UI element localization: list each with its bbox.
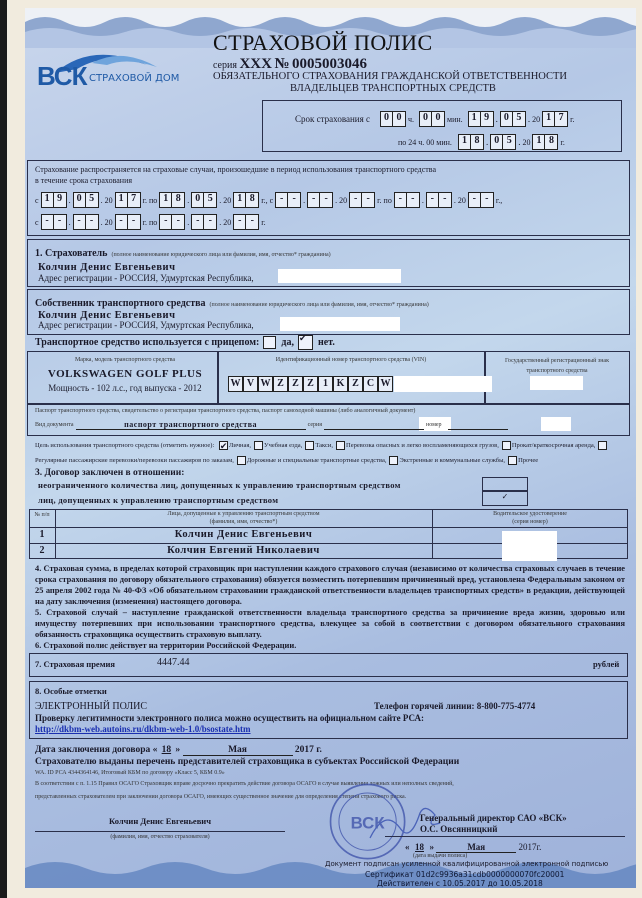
separator: . [100, 217, 103, 227]
trailer-yes-label: да, [281, 337, 294, 348]
clause-4: 4. Страховая сумма, в пределах которой страховщик при наступлении каждого страхового случая (независимо от количества страховых случаев в течение срока страхования по договору обязательного страхования) обязуется возместить потерпевшим причиненный вред, установлена Федеральным законом от 25 апреля 2002 года № 40-ФЗ «Об обязательном страховании гражданской ответственности владельцев транспортных средств» в редакции, действующей на дату заключения (изменения) настоящего договора. [35, 564, 625, 606]
separator: . [335, 195, 338, 205]
vin-char-cell: W [228, 376, 243, 392]
term-start-month [500, 111, 526, 127]
premium-value: 4447.44 [157, 657, 190, 668]
month-cells [426, 192, 452, 208]
rsa-check-link[interactable]: http://dkbm-web.autoins.ru/dkbm-web-1.0/bsostate.htm [35, 724, 251, 734]
plate-label: Государственный регистрационный знак транспортного средства [504, 358, 610, 374]
digit-cell: - [320, 193, 332, 207]
logo-brand: ВСК [37, 61, 87, 91]
header-driver: Лица, допущенные к управлению транспортным средством [167, 511, 320, 517]
hour-unit: ч. [407, 114, 414, 124]
owner-title: Собственник транспортного средства [35, 298, 206, 309]
redacted-plate [530, 376, 583, 390]
driver-name: Колчин Денис Евгеньевич [174, 529, 313, 540]
digit-cell: - [160, 215, 172, 229]
vehicle-details: Мощность - 102 л.с., год выпуска - 2012 [48, 383, 202, 393]
digit-cell: - [172, 215, 184, 229]
policy-subtitle-1: ОБЯЗАТЕЛЬНОГО СТРАХОВАНИЯ ГРАЖДАНСКОЙ ОТВЕТСТВЕННОСТИ [213, 71, 568, 82]
year-cells [233, 214, 259, 230]
purpose-label: Цель использования транспортного средства (отметить нужное): [35, 442, 215, 449]
separator: . [68, 217, 71, 227]
digit-cell: 1 [116, 193, 128, 207]
digit-cell: 0 [432, 112, 444, 126]
purpose-option-label: Личная, [228, 442, 252, 449]
year-cells [349, 192, 375, 208]
digit-cell: - [427, 193, 439, 207]
logo-tagline: СТРАХОВОЙ ДОМ [89, 73, 180, 84]
purpose-checkbox[interactable] [254, 441, 263, 450]
policy-number: 0005003046 [292, 56, 368, 72]
owner-name: Колчин Денис Евгеньевич [38, 310, 176, 321]
separator: . [219, 195, 222, 205]
premium-label: 7. Страховая премия [35, 659, 115, 669]
document-series-field [324, 420, 424, 430]
digit-cell: - [288, 193, 300, 207]
window-frame [0, 0, 7, 898]
trailer-no-label: нет. [317, 337, 335, 348]
month-cells [307, 192, 333, 208]
year-unit: г. [570, 114, 575, 124]
header-driver-sub: (фамилия, имя, отчество*) [209, 519, 278, 525]
digit-cell: - [395, 193, 407, 207]
digit-cell: - [116, 215, 128, 229]
purpose-option[interactable] [254, 442, 302, 449]
contract-month: Мая [183, 745, 293, 756]
vin-char-cell: W [258, 376, 273, 392]
reps-line: Страхователю выданы перечень представителей страховщика в субъектах Российской Федерации [35, 757, 460, 767]
term-hour [380, 111, 406, 127]
vehicle-make: VOLKSWAGEN GOLF PLUS [47, 368, 203, 380]
document-hint: Паспорт транспортного средства, свидетельство о регистрации транспортного средства, паспорт самоходной машины (либо аналогичный документ) [35, 408, 416, 414]
separator: . [100, 195, 103, 205]
digit-cell: 0 [491, 135, 503, 149]
digit-cell: - [204, 215, 216, 229]
purpose-option-label: Дорожные и специальные транспортные средства, [246, 457, 387, 464]
from-label: г., с [261, 195, 274, 205]
vin-char-cell: Z [303, 376, 318, 392]
digit-cell: 5 [204, 193, 216, 207]
purpose-checkbox[interactable] [237, 456, 246, 465]
check-text: Проверку легитимности электронного полиса можно осуществить на официальном сайте РСА: [35, 713, 425, 723]
contract-unlimited-checkbox[interactable] [482, 477, 528, 491]
contract-year: 2017 г. [294, 745, 322, 755]
term-end-month [490, 134, 516, 150]
digit-cell: - [308, 193, 320, 207]
term-from-label: Срок страхования с [295, 114, 370, 124]
month-cells [73, 214, 99, 230]
digit-cell: 8 [545, 135, 557, 149]
term-from-row: Срок страхования с 0 0 ч. 0 0 мин. 1 9 . 0 5 . 20 1 7 г. [295, 111, 575, 127]
issue-day: 18 [415, 842, 424, 852]
purpose-option-label: Регулярные пассажирские перевозки/перевозки пассажиров по заказам, [35, 457, 234, 464]
usage-period-row-1 [35, 192, 502, 208]
purpose-option-label: Такси, [315, 442, 334, 449]
document-type-value: паспорт транспортного средства [76, 420, 306, 430]
digit-cell: 5 [513, 112, 525, 126]
century: 20 [104, 195, 113, 205]
policy-title: СТРАХОВОЙ ПОЛИС [213, 30, 433, 55]
legal-line-1: В соответствии с п. 1.15 Правил ОСАГО Страховщик вправе досрочно прекратить действие договора ОСАГО в случае выявления ложных или неполных сведений, [35, 781, 454, 787]
separator: . [303, 195, 306, 205]
validity: Действителен с 10.05.2017 до 10.05.2018 [377, 879, 543, 888]
digit-cell: - [276, 193, 288, 207]
year-unit: г. [261, 217, 266, 227]
kbm-line: WA. ID РСА 4344364146, Итоговый КБМ по договору «Класс 5, КБМ 0.9» [35, 770, 225, 776]
day-cells [275, 192, 301, 208]
century: 20 [522, 137, 531, 147]
purpose-checkbox[interactable] [219, 441, 228, 450]
hotline: Телефон горячей линии: 8-800-775-4774 [374, 701, 536, 711]
separator: . [68, 195, 71, 205]
purpose-checkbox[interactable] [336, 441, 345, 450]
term-end-day [458, 134, 484, 150]
series-label: серия [213, 60, 237, 71]
month-cells [73, 192, 99, 208]
separator: . [187, 195, 190, 205]
term-start-day [468, 111, 494, 127]
digit-cell: - [439, 193, 451, 207]
check-mark-icon: ✓ [501, 492, 509, 501]
digit-cell: - [350, 193, 362, 207]
digit-cell: - [234, 215, 246, 229]
vin-char-cell: W [378, 376, 393, 392]
digit-cell: 8 [172, 193, 184, 207]
vin-label: Идентификационный номер транспортного средства (VIN) [275, 357, 427, 363]
trailer-label: Транспортное средство используется с прицепом: [35, 337, 260, 348]
signature-line [35, 831, 285, 832]
usage-period-text-1: Страхование распространяется на страховые случаи, произошедшие в период использования транспортного средства [35, 165, 436, 174]
insurer-title: 1. Страхователь [35, 248, 108, 259]
legal-line-2: представленных страхователем при заключении договора ОСАГО, имеющих существенное значение для определения степени страхового риска. [35, 794, 407, 800]
digit-cell: 0 [501, 112, 513, 126]
year-cells [233, 192, 259, 208]
redacted-vin [394, 376, 492, 392]
digit-cell: - [74, 215, 86, 229]
premium-box [29, 653, 628, 677]
digit-cell: - [469, 193, 481, 207]
signature-line [385, 836, 625, 837]
day-cells [159, 214, 185, 230]
clauses [35, 563, 625, 651]
purpose-option[interactable] [389, 457, 505, 464]
term-minute [419, 111, 445, 127]
contract-day: 18 [161, 745, 172, 755]
insurer-name: Колчин Денис Евгеньевич [38, 262, 176, 273]
divider [432, 509, 433, 559]
trailer-row [35, 335, 335, 350]
century: 20 [223, 195, 232, 205]
redacted-address [280, 317, 400, 331]
digit-cell: - [86, 215, 98, 229]
digit-cell: 7 [128, 193, 140, 207]
driver-index: 1 [39, 529, 45, 540]
separator: . [219, 217, 222, 227]
digit-cell: 9 [54, 193, 66, 207]
to-label: г. по [142, 217, 158, 227]
purpose-option-label: Прочее [518, 457, 539, 464]
insurer-title-row [35, 243, 331, 261]
digit-cell: 8 [246, 193, 258, 207]
separator: . [453, 195, 456, 205]
vin-char-cell: Z [348, 376, 363, 392]
vin-char-cell: C [363, 376, 378, 392]
document-number-label: номер [425, 422, 442, 428]
digit-cell: 0 [381, 112, 393, 126]
issue-year: 2017г. [518, 842, 542, 852]
purpose-option-label: Прокат/краткосрочная аренда, [511, 442, 596, 449]
insured-caption: (фамилия, имя, отчество страхователя) [110, 834, 210, 840]
driver-name: Колчин Евгений Николаевич [167, 545, 320, 556]
contract-limited: лиц, допущенных к управлению транспортным средством [38, 495, 279, 505]
vin-char-cell: K [333, 376, 348, 392]
number-sign: № [274, 56, 290, 72]
month-cells [191, 192, 217, 208]
digit-cell: 1 [459, 135, 471, 149]
clause-6: 6. Страховой полис действует на территории Российской Федерации. [35, 641, 297, 650]
day-cells [159, 192, 185, 208]
year-unit: г. [560, 137, 565, 147]
insurer-hint: (полное наименование юридического лица или фамилия, имя, отчество* гражданина) [111, 252, 331, 258]
owner-hint: (полное наименование юридического лица или фамилия, имя, отчество* гражданина) [209, 302, 429, 308]
purpose-checkbox[interactable] [305, 441, 314, 450]
day-cells [41, 214, 67, 230]
insurer-address: Адрес регистрации - РОССИЯ, Удмуртская Республика, [38, 273, 254, 283]
redacted-doc-number [541, 417, 571, 431]
digit-cell: - [128, 215, 140, 229]
digit-cell: 1 [42, 193, 54, 207]
digit-cell: - [54, 215, 66, 229]
purpose-option[interactable] [508, 457, 538, 464]
vin-char-cell: 1 [318, 376, 333, 392]
digit-cell: 1 [234, 193, 246, 207]
purpose-option[interactable] [237, 457, 387, 464]
premium-currency: рублей [593, 659, 620, 669]
digit-cell: 1 [160, 193, 172, 207]
document-row [35, 420, 508, 430]
esign-note: Документ подписан усиленной квалифицированной электронной подписью [325, 860, 609, 868]
divider [217, 351, 219, 404]
purpose-option[interactable] [502, 442, 596, 449]
document-number-field [448, 420, 508, 430]
term-end-year [532, 134, 558, 150]
term-to-row: по 24 ч. 00 мин. 1 8 . 0 5 . 20 1 8 г. [398, 134, 565, 150]
purpose-checkbox[interactable] [389, 456, 398, 465]
year-cells [468, 192, 494, 208]
purpose-option[interactable] [219, 442, 251, 449]
digit-cell: 0 [192, 193, 204, 207]
digit-cell: 0 [420, 112, 432, 126]
year-cells [115, 192, 141, 208]
century: 20 [532, 114, 541, 124]
month-cells [191, 214, 217, 230]
purpose-option-label: Экстренные и коммунальные службы, [399, 457, 506, 464]
digit-cell: - [362, 193, 374, 207]
purpose-option-label: Учебная езда, [264, 442, 303, 449]
year-unit: г., [495, 195, 503, 205]
digit-cell: - [481, 193, 493, 207]
to-label: г. по [142, 195, 158, 205]
stamp-text: ВСК [350, 813, 385, 833]
issue-date: « 18 » Мая 2017г. [405, 842, 542, 852]
digit-cell: 7 [555, 112, 567, 126]
document-type-label: Вид документа [35, 422, 74, 428]
century: 20 [457, 195, 466, 205]
make-label: Марка, модель транспортного средства [74, 357, 176, 363]
vin-char-cell: Z [273, 376, 288, 392]
issue-caption: (дата выдачи полиса) [413, 853, 468, 859]
director-title: Генеральный директор САО «ВСК» [420, 813, 567, 823]
digit-cell: - [42, 215, 54, 229]
digit-cell: - [407, 193, 419, 207]
from-label: с [35, 217, 39, 227]
owner-title-row [35, 293, 429, 311]
separator: . [187, 217, 190, 227]
usage-period-text-2: в течение срока страхования [35, 176, 133, 185]
contract-title: 3. Договор заключен в отношении: [35, 468, 185, 478]
contract-date: Дата заключения договора « 18 » Мая 2017 г. [35, 745, 322, 755]
digit-cell: 5 [86, 193, 98, 207]
from-label: с [35, 195, 39, 205]
divider [55, 509, 56, 559]
contract-date-label: Дата заключения договора « [35, 745, 158, 755]
contract-limited-checkbox[interactable] [482, 491, 528, 506]
redacted-license [502, 531, 557, 561]
divider [29, 527, 628, 528]
century: 20 [223, 217, 232, 227]
clause-5: 5. Страховой случай – наступление гражданской ответственности владельца транспортного средства за причинение вреда жизни, здоровью или имуществу потерпевших при использовании транспортного средства, влекущее за собой в соответствии с договором обязательного страхования обязанность страховщика осуществить страховую выплату. [35, 608, 625, 639]
separator: . [421, 195, 424, 205]
header-license: Водительское удостоверение [493, 511, 567, 517]
policy-subtitle-2: ВЛАДЕЛЬЦЕВ ТРАНСПОРТНЫХ СРЕДСТВ [290, 83, 496, 94]
director-name: О.С. Овсянницкий [420, 824, 498, 834]
digit-cell: - [246, 215, 258, 229]
insurance-policy [25, 8, 636, 888]
purpose-option-label: Перевозка опасных и легко воспламеняющихся грузов, [346, 442, 499, 449]
trailer-yes-checkbox[interactable] [263, 336, 276, 349]
vin-char-cell: Z [288, 376, 303, 392]
digit-cell: - [192, 215, 204, 229]
redacted-address [278, 269, 401, 283]
document-series-label: серия [307, 422, 322, 428]
e-policy-label: ЭЛЕКТРОННЫЙ ПОЛИС [35, 701, 148, 712]
digit-cell: 0 [74, 193, 86, 207]
to-label: г. по [377, 195, 392, 205]
header-number: № п/п [34, 512, 50, 518]
certificate: Сертификат 01d2c9936a31cdb0000000070fc20001 [365, 870, 565, 879]
purpose-checkbox[interactable] [598, 441, 607, 450]
vin-cells [228, 376, 393, 392]
purpose-checkbox[interactable] [502, 441, 511, 450]
term-to-label: по 24 ч. 00 мин. [398, 137, 452, 147]
purpose-option[interactable] [336, 442, 499, 449]
digit-cell: 1 [469, 112, 481, 126]
header-license-sub: (серия номер) [512, 519, 548, 525]
year-cells [115, 214, 141, 230]
minute-unit: мин. [447, 114, 463, 124]
century: 20 [339, 195, 348, 205]
notes-title: 8. Особые отметки [35, 686, 107, 696]
day-cells [394, 192, 420, 208]
digit-cell: 8 [471, 135, 483, 149]
century: 20 [104, 217, 113, 227]
digit-cell: 1 [543, 112, 555, 126]
usage-period-row-2 [35, 214, 266, 230]
trailer-no-checkbox[interactable] [298, 335, 313, 350]
day-cells [41, 192, 67, 208]
owner-address: Адрес регистрации - РОССИЯ, Удмуртская Республика, [38, 320, 254, 330]
digit-cell: 9 [481, 112, 493, 126]
issue-month: Мая [436, 842, 516, 853]
insured-signature-name: Колчин Денис Евгеньевич [108, 816, 211, 826]
signature-icon [365, 803, 445, 843]
purpose-section [35, 438, 625, 468]
contract-unlimited: неограниченного количества лиц, допущенных к управлению транспортным средством [38, 480, 401, 490]
purpose-option[interactable] [305, 442, 333, 449]
driver-index: 2 [39, 545, 45, 556]
purpose-checkbox[interactable] [508, 456, 517, 465]
series-value: XXX [239, 56, 272, 72]
digit-cell: 0 [393, 112, 405, 126]
vin-char-cell: V [243, 376, 258, 392]
term-start-year [542, 111, 568, 127]
digit-cell: 5 [503, 135, 515, 149]
digit-cell: 1 [533, 135, 545, 149]
